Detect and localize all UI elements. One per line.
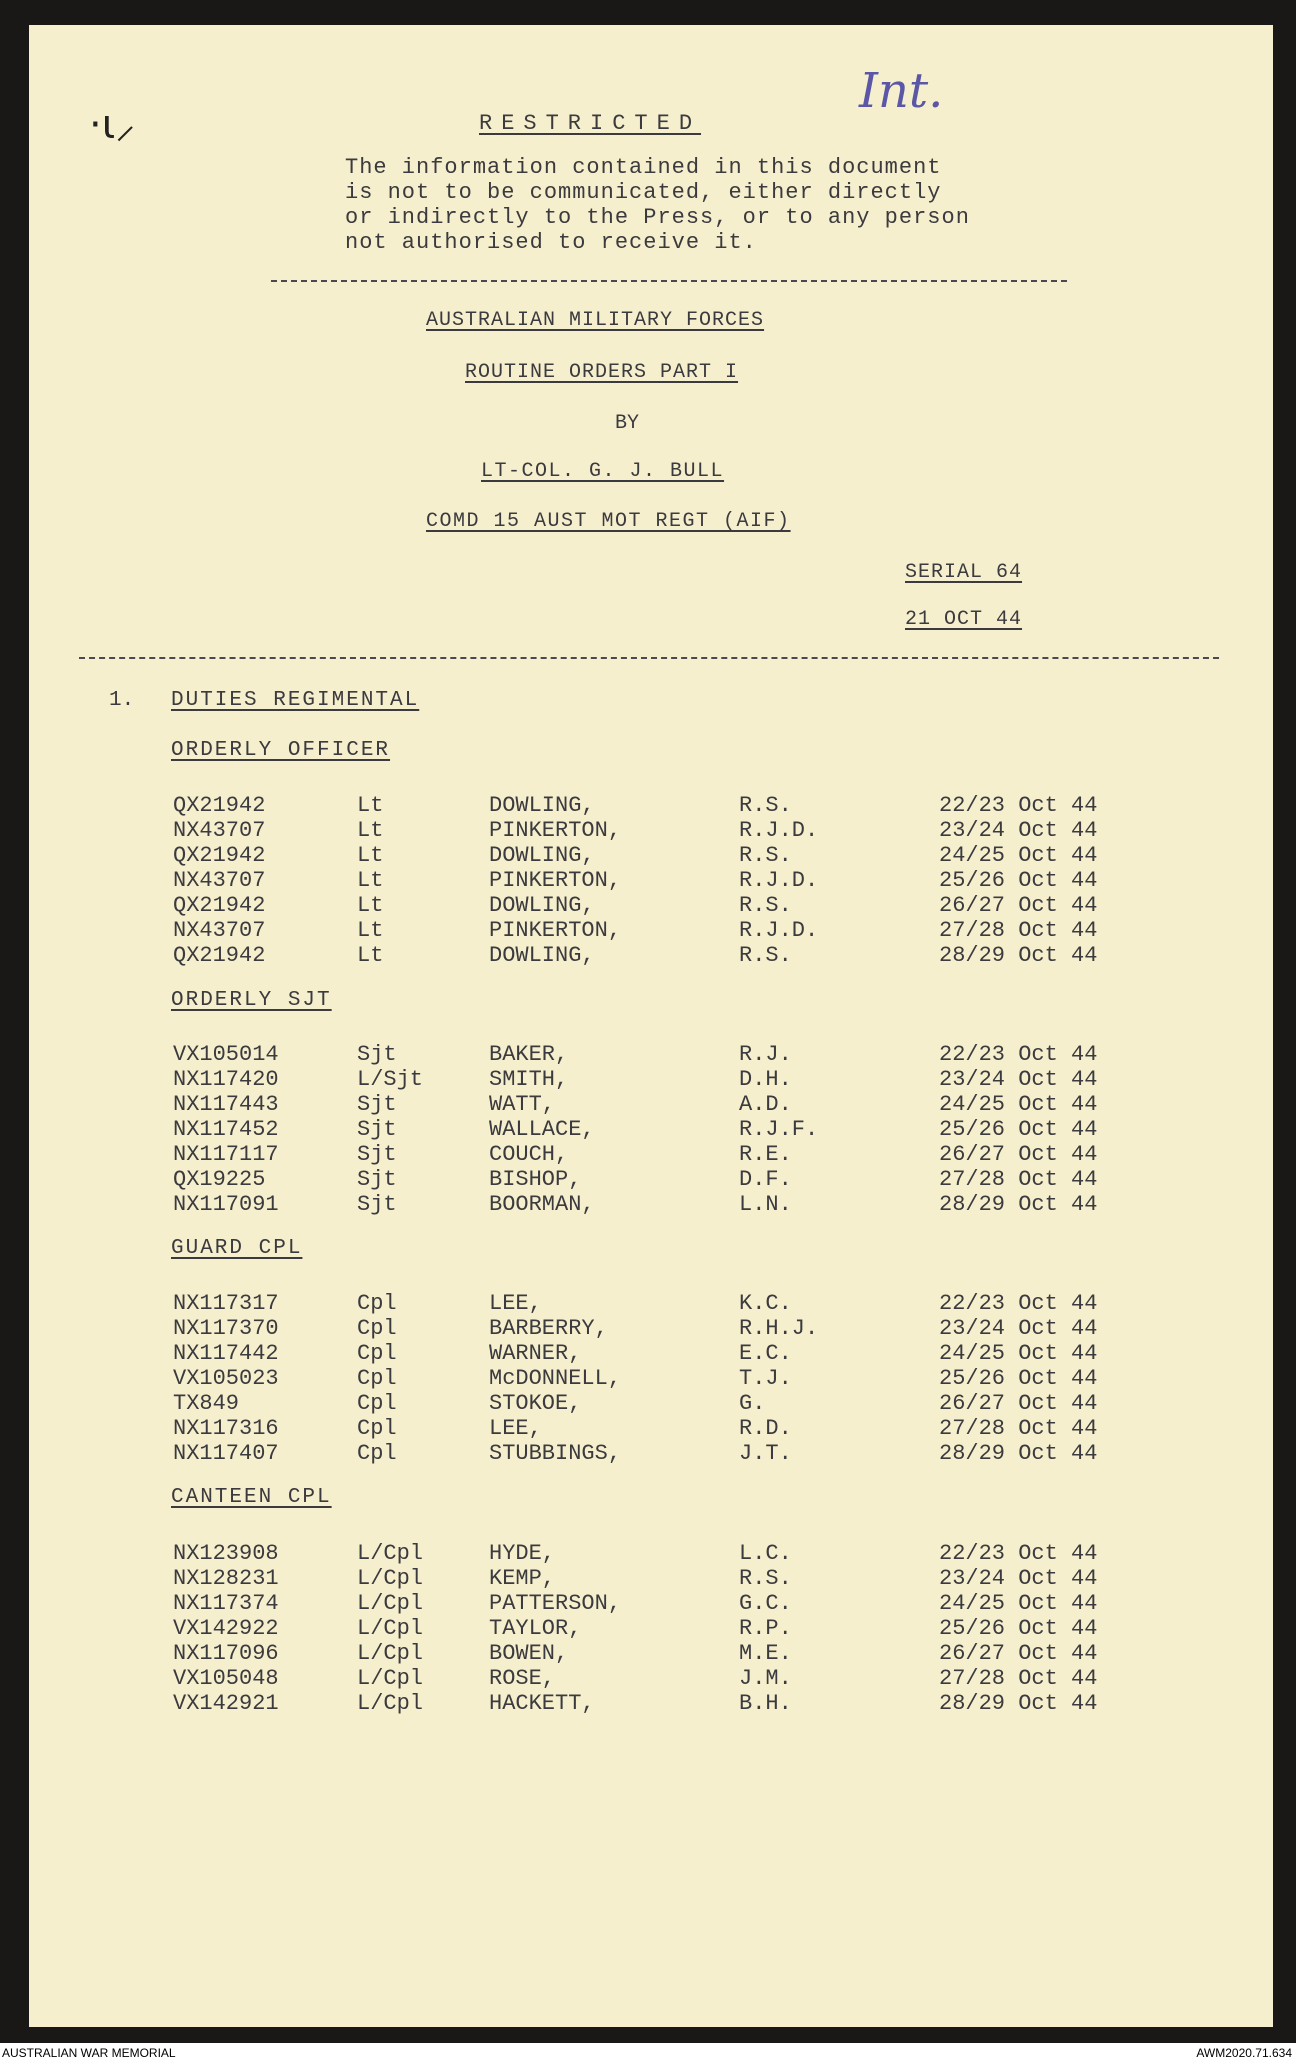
initials: R.D. [739,1416,792,1441]
surname: PINKERTON, [489,818,622,843]
initials: K.C. [739,1291,792,1316]
duty-date: 27/28 Oct 44 [939,918,1098,943]
surname: BOWEN, [489,1641,569,1666]
duty-date: 26/27 Oct 44 [939,1142,1098,1167]
initials: R.J.D. [739,818,819,843]
surname: COUCH, [489,1142,569,1167]
surname: BARBERRY, [489,1316,608,1341]
initials: T.J. [739,1366,792,1391]
rank: L/Cpl [357,1616,424,1641]
duty-date: 24/25 Oct 44 [939,843,1098,868]
rank: L/Cpl [357,1566,424,1591]
roster-row [29,1416,1273,1440]
notice-line-4: not authorised to receive it. [345,230,757,255]
duty-date: 24/25 Oct 44 [939,1092,1098,1117]
initials: R.S. [739,843,792,868]
handwritten-annotation: Int. [859,63,944,119]
service-number: NX43707 [173,818,266,843]
rank: Sjt [357,1117,397,1142]
duty-date: 27/28 Oct 44 [939,1416,1098,1441]
rank: L/Sjt [357,1067,424,1092]
initials: R.J.D. [739,918,819,943]
roster-row [29,1042,1273,1066]
service-number: TX849 [173,1391,240,1416]
classification-heading: RESTRICTED [479,111,702,136]
duty-date: 22/23 Oct 44 [939,1291,1098,1316]
duty-date: 27/28 Oct 44 [939,1167,1098,1192]
service-number: NX43707 [173,868,266,893]
section-number: 1. [109,689,135,712]
rank: Lt [357,843,384,868]
roster-row [29,918,1273,942]
initials: J.M. [739,1666,792,1691]
initials: R.S. [739,793,792,818]
rank: Sjt [357,1142,397,1167]
rank: Cpl [357,1366,397,1391]
rank: Sjt [357,1092,397,1117]
initials: R.P. [739,1616,792,1641]
service-number: NX117317 [173,1291,279,1316]
surname: DOWLING, [489,843,595,868]
service-number: VX105023 [173,1366,279,1391]
surname: HYDE, [489,1541,556,1566]
footer-source: AUSTRALIAN WAR MEMORIAL [2,2046,176,2060]
rank: Cpl [357,1416,397,1441]
surname: LEE, [489,1291,542,1316]
initials: R.S. [739,943,792,968]
rank: L/Cpl [357,1666,424,1691]
title-line-2: ROUTINE ORDERS PART I [465,361,739,384]
initials: M.E. [739,1641,792,1666]
service-number: NX117117 [173,1142,279,1167]
duty-date: 23/24 Oct 44 [939,1566,1098,1591]
service-number: NX123908 [173,1541,279,1566]
rank: Lt [357,893,384,918]
service-number: NX117420 [173,1067,279,1092]
roster-row [29,1641,1273,1665]
surname: STOKOE, [489,1391,582,1416]
roster-row [29,1117,1273,1141]
roster-row [29,1142,1273,1166]
rank: Cpl [357,1316,397,1341]
service-number: QX21942 [173,793,266,818]
service-number: QX19225 [173,1167,266,1192]
rank: Lt [357,918,384,943]
pencil-marks: ·ɩ⸝ [89,102,136,148]
duty-date: 23/24 Oct 44 [939,1316,1098,1341]
duty-date: 25/26 Oct 44 [939,1366,1098,1391]
initials: D.H. [739,1067,792,1092]
initials: G.C. [739,1591,792,1616]
rank: Sjt [357,1167,397,1192]
roster-row [29,1441,1273,1465]
roster-row [29,1167,1273,1191]
initials: E.C. [739,1341,792,1366]
initials: J.T. [739,1441,792,1466]
rank: Lt [357,868,384,893]
roster-row [29,868,1273,892]
initials: R.J.D. [739,868,819,893]
roster-heading: GUARD CPL [171,1237,303,1260]
duty-date: 26/27 Oct 44 [939,893,1098,918]
order-date: 21 OCT 44 [905,608,1023,631]
roster-row [29,1541,1273,1565]
rank: L/Cpl [357,1591,424,1616]
roster-heading: ORDERLY OFFICER [171,739,391,762]
service-number: NX117096 [173,1641,279,1666]
surname: LEE, [489,1416,542,1441]
duty-date: 22/23 Oct 44 [939,793,1098,818]
roster-heading: ORDERLY SJT [171,989,332,1012]
title-line-4: LT-COL. G. J. BULL [481,460,725,483]
rank: Cpl [357,1441,397,1466]
duty-date: 25/26 Oct 44 [939,1616,1098,1641]
initials: R.S. [739,1566,792,1591]
footer-accession: AWM2020.71.634 [1196,2046,1292,2060]
divider-main [79,657,1219,659]
roster-row [29,1591,1273,1615]
initials: R.H.J. [739,1316,819,1341]
surname: PINKERTON, [489,918,622,943]
duty-date: 26/27 Oct 44 [939,1391,1098,1416]
duty-date: 22/23 Oct 44 [939,1541,1098,1566]
roster-row [29,818,1273,842]
rank: Cpl [357,1341,397,1366]
duty-date: 22/23 Oct 44 [939,1042,1098,1067]
service-number: NX128231 [173,1566,279,1591]
roster-row [29,1391,1273,1415]
notice-line-3: or indirectly to the Press, or to any person [345,205,970,230]
serial-number: SERIAL 64 [905,561,1023,584]
footer-bar [0,2043,1296,2061]
surname: WARNER, [489,1341,582,1366]
roster-row [29,1092,1273,1116]
service-number: NX117442 [173,1341,279,1366]
initials: G. [739,1391,766,1416]
duty-date: 28/29 Oct 44 [939,943,1098,968]
initials: R.J. [739,1042,792,1067]
service-number: QX21942 [173,843,266,868]
duty-date: 28/29 Oct 44 [939,1691,1098,1716]
rank: L/Cpl [357,1691,424,1716]
roster-row [29,793,1273,817]
rank: Cpl [357,1291,397,1316]
roster-row [29,1192,1273,1216]
service-number: NX117374 [173,1591,279,1616]
surname: WALLACE, [489,1117,595,1142]
roster-row [29,943,1273,967]
surname: TAYLOR, [489,1616,582,1641]
rank: Sjt [357,1042,397,1067]
initials: A.D. [739,1092,792,1117]
surname: KEMP, [489,1566,556,1591]
divider-top [271,280,1067,282]
service-number: VX105014 [173,1042,279,1067]
surname: SMITH, [489,1067,569,1092]
rank: Lt [357,818,384,843]
roster-row [29,1316,1273,1340]
rank: L/Cpl [357,1541,424,1566]
duty-date: 23/24 Oct 44 [939,1067,1098,1092]
duty-date: 26/27 Oct 44 [939,1641,1098,1666]
title-line-3: BY [615,412,640,435]
service-number: NX117091 [173,1192,279,1217]
initials: B.H. [739,1691,792,1716]
duty-date: 27/28 Oct 44 [939,1666,1098,1691]
rank: Lt [357,793,384,818]
initials: R.E. [739,1142,792,1167]
surname: McDONNELL, [489,1366,622,1391]
service-number: NX117370 [173,1316,279,1341]
initials: R.J.F. [739,1117,819,1142]
roster-row [29,1291,1273,1315]
roster-row [29,893,1273,917]
rank: L/Cpl [357,1641,424,1666]
service-number: NX117443 [173,1092,279,1117]
roster-row [29,1341,1273,1365]
duty-date: 28/29 Oct 44 [939,1441,1098,1466]
service-number: NX117407 [173,1441,279,1466]
surname: DOWLING, [489,793,595,818]
initials: D.F. [739,1167,792,1192]
roster-row [29,843,1273,867]
roster-row [29,1691,1273,1715]
section-heading: DUTIES REGIMENTAL [171,689,420,712]
notice-line-1: The information contained in this document [345,155,942,180]
service-number: NX117452 [173,1117,279,1142]
duty-date: 24/25 Oct 44 [939,1341,1098,1366]
surname: DOWLING, [489,943,595,968]
document-page [29,25,1273,2027]
roster-row [29,1067,1273,1091]
roster-row [29,1566,1273,1590]
surname: PINKERTON, [489,868,622,893]
rank: Cpl [357,1391,397,1416]
surname: HACKETT, [489,1691,595,1716]
initials: L.C. [739,1541,792,1566]
title-line-5: COMD 15 AUST MOT REGT (AIF) [426,510,791,533]
roster-heading: CANTEEN CPL [171,1486,332,1509]
surname: PATTERSON, [489,1591,622,1616]
rank: Lt [357,943,384,968]
notice-line-2: is not to be communicated, either directly [345,180,942,205]
service-number: VX105048 [173,1666,279,1691]
duty-date: 28/29 Oct 44 [939,1192,1098,1217]
service-number: QX21942 [173,893,266,918]
service-number: NX117316 [173,1416,279,1441]
duty-date: 23/24 Oct 44 [939,818,1098,843]
surname: ROSE, [489,1666,556,1691]
roster-row [29,1366,1273,1390]
initials: L.N. [739,1192,792,1217]
roster-row [29,1666,1273,1690]
roster-row [29,1616,1273,1640]
service-number: VX142921 [173,1691,279,1716]
rank: Sjt [357,1192,397,1217]
initials: R.S. [739,893,792,918]
duty-date: 25/26 Oct 44 [939,868,1098,893]
surname: DOWLING, [489,893,595,918]
surname: BISHOP, [489,1167,582,1192]
service-number: NX43707 [173,918,266,943]
service-number: QX21942 [173,943,266,968]
duty-date: 24/25 Oct 44 [939,1591,1098,1616]
surname: BAKER, [489,1042,569,1067]
duty-date: 25/26 Oct 44 [939,1117,1098,1142]
title-line-1: AUSTRALIAN MILITARY FORCES [426,309,765,332]
surname: STUBBINGS, [489,1441,622,1466]
service-number: VX142922 [173,1616,279,1641]
surname: BOORMAN, [489,1192,595,1217]
surname: WATT, [489,1092,556,1117]
